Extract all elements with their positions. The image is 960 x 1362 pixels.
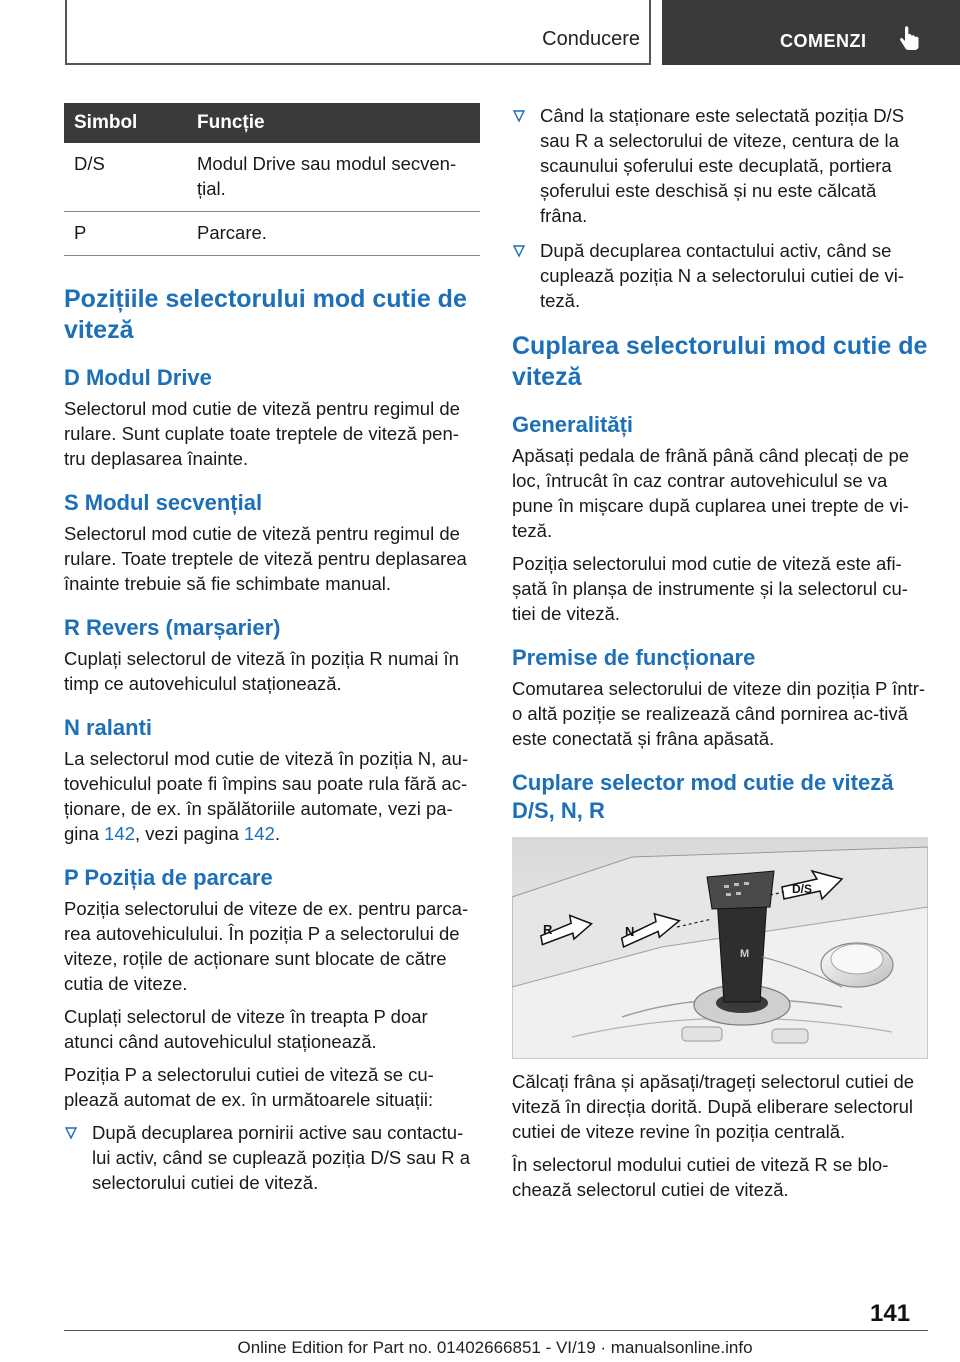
list-item: [512, 103, 928, 228]
paragraph-neutral-text-c: .: [274, 823, 281, 844]
table-cell-function: Parcare.: [187, 212, 480, 256]
selector-m-logo: M: [740, 948, 750, 960]
table-row: [64, 212, 480, 256]
subheading-reverse: R Revers (marșarier): [64, 615, 281, 640]
triangle-bullet-icon: [512, 244, 526, 258]
table-header-symbol: Simbol: [64, 103, 187, 143]
left-column: [64, 103, 480, 1205]
list-item-text: După decuplarea contactului activ, când se cuplează poziția N a selectorului cutiei de vi‐teză.: [540, 240, 905, 311]
subheading-general: Generalități: [512, 412, 634, 437]
footer-divider: [64, 1330, 928, 1331]
list-item: [64, 1120, 480, 1195]
page-link-142[interactable]: 142: [104, 823, 135, 844]
table-cell-symbol: D/S: [64, 143, 187, 212]
arrow-label-n: N: [625, 924, 635, 939]
section-heading-engage: Cuplarea selectorului mod cutie de viteză: [512, 332, 928, 391]
arrow-label-r: R: [543, 922, 553, 937]
arrow-label-ds: D/S: [792, 882, 813, 896]
hand-pointer-icon: [894, 24, 924, 54]
right-column: [512, 103, 928, 1202]
paragraph-engage-2: În selectorul modului cutiei de viteză R se blo‐chează selectorul cutiei de viteză.: [512, 1154, 889, 1200]
paragraph-reverse: Cuplați selectorul de viteză în poziția R numai în timp ce autovehiculul staționează.: [64, 648, 459, 694]
table-row: [64, 143, 480, 212]
paragraph-general-1: Apăsați pedala de frână până când plecați de pe loc, întrucât în caz contrar autovehiculul se va pune în mișcare după cuplarea unei trepte de vi‐teză.: [512, 445, 910, 541]
footer-edition: [0, 1338, 960, 1358]
bullet-list-right: [512, 103, 928, 313]
gear-selector-drawing: [512, 837, 928, 1059]
triangle-bullet-icon: [512, 109, 526, 123]
list-item-text: După decuplarea pornirii active sau contactu‐lui activ, când se cuplează poziția D/S sau R a selectorului cutiei de viteză.: [92, 1122, 471, 1193]
table-header-row: [64, 103, 480, 143]
header-divider-bottom: [65, 63, 651, 65]
triangle-bullet-icon: [64, 1126, 78, 1140]
subheading-prerequisites: Premise de funcționare: [512, 645, 756, 670]
header-section-link[interactable]: Conducere: [542, 28, 640, 50]
paragraph-drive: Selectorul mod cutie de viteză pentru regimul de rulare. Sunt cuplate toate treptele de viteză pen‐tru deplasarea înainte.: [64, 398, 460, 469]
paragraph-prerequisites: Comutarea selectorului de viteze din poziția P într-o altă poziție se realizează când pornirea ac‐tivă este conectată și frâna apăsată.: [512, 678, 926, 749]
paragraph-engage-1: Călcați frâna și apăsați/trageți selectorul cutiei de viteză în direcția dorită. După eliberare selectorul cutiei de viteze revine în poziția centrală.: [512, 1071, 915, 1142]
paragraph-neutral: [64, 746, 480, 846]
table-header-function: Funcție: [187, 103, 480, 143]
page-number: 141: [870, 1300, 911, 1327]
subheading-drive: D Modul Drive: [64, 365, 212, 390]
header-tab-label: COMENZI: [780, 31, 867, 51]
paragraph-neutral-text-b: , vezi pagina: [135, 823, 245, 844]
paragraph-sequential: Selectorul mod cutie de viteză pentru regimul de rulare. Toate treptele de viteză pentru deplasarea înainte trebuie să fie schimbate manual.: [64, 523, 467, 594]
header-divider-left: [65, 0, 67, 64]
subheading-neutral: N ralanti: [64, 715, 153, 740]
symbol-table: [64, 103, 480, 256]
subheading-engage-dsnr: Cuplare selector mod cutie de viteză D/S, N, R: [512, 770, 894, 823]
footer-edition-text: Online Edition for Part no. 01402666851 - VI/19 · manualsonline.info: [237, 1338, 753, 1357]
paragraph-park-2: Cuplați selectorul de viteze în treapta P doar atunci când autovehiculul staționează.: [64, 1006, 428, 1052]
bullet-list-left: [64, 1120, 480, 1195]
list-item: [512, 238, 928, 313]
paragraph-park-3: Poziția P a selectorului cutiei de viteză se cu‐plează automat de ex. în următoarele situații:: [64, 1064, 434, 1110]
gear-selector-illustration: [512, 837, 928, 1059]
paragraph-park-1: Poziția selectorului de viteze de ex. pentru parca‐rea autovehiculului. În poziția P a selectorului de viteze, roțile de acționare sunt blocate de către cutia de viteze.: [64, 898, 469, 994]
header-divider-mid: [649, 0, 651, 64]
subheading-park: P Poziția de parcare: [64, 865, 273, 890]
list-item-text: Când la staționare este selectată poziția D/S sau R a selectorului de viteze, centura de la scaunului șoferului este decuplată, portiera șoferului este deschisă și nu este călcată frâna.: [540, 105, 905, 226]
paragraph-general-2: Poziția selectorului mod cutie de viteză este afi‐șată în planșa de instrumente și la selectorul cu‐tiei de viteză.: [512, 553, 908, 624]
section-heading-positions: Pozițiile selectorului mod cutie de viteză: [64, 285, 467, 344]
paragraph-neutral-text-a: La selectorul mod cutie de viteză în poziția N, au‐tovehiculul poate fi împins sau poate rula fără ac‐ționare, de ex. în spălătoriile automate, vezi pa‐gina: [64, 748, 469, 844]
table-cell-symbol: P: [64, 212, 187, 256]
table-cell-function: Modul Drive sau modul secven‐țial.: [187, 143, 480, 212]
page-link-142-second[interactable]: 142: [244, 823, 275, 844]
header-tab-comenzi[interactable]: [662, 0, 960, 65]
subheading-sequential: S Modul secvențial: [64, 490, 263, 515]
